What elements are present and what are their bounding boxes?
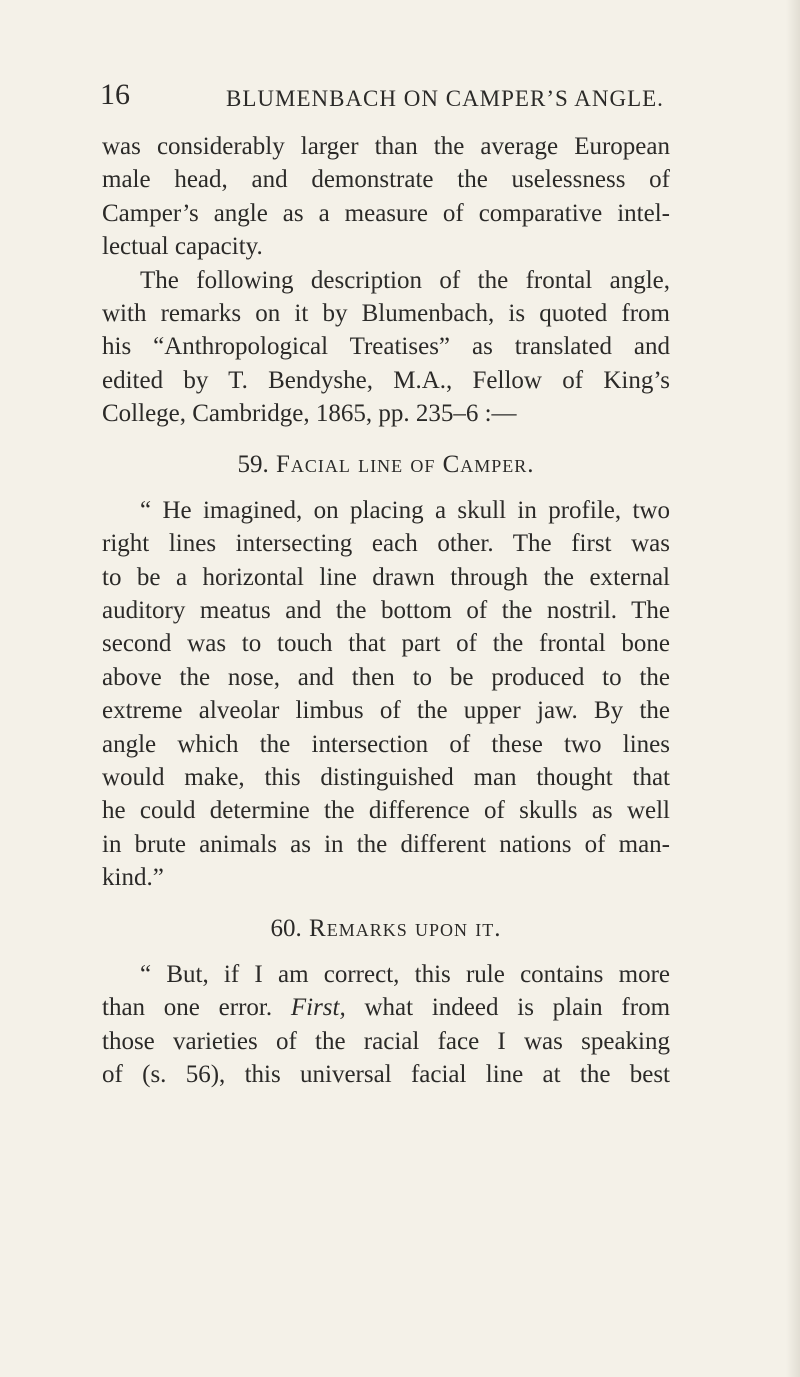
text-line: The following description of the frontal angle, <box>140 266 670 294</box>
text-line: male head, and demonstrate the uselessness of <box>102 166 670 194</box>
paragraph-camper-description <box>102 494 670 895</box>
text-line: in brute animals as in the different nations of man- <box>102 830 670 858</box>
italic-word: First, <box>290 994 346 1022</box>
paragraph-continuation <box>102 130 670 264</box>
text-line: his “Anthropological Treatises” as translated and <box>102 333 670 361</box>
text-line: right lines intersecting each other. The first was <box>102 530 670 558</box>
running-title: BLUMENBACH ON CAMPER’S ANGLE. <box>226 86 664 111</box>
text-line: second was to touch that part of the frontal bone <box>102 630 670 658</box>
text-line: would make, this distinguished man thought that <box>102 764 670 792</box>
text-line: of (s. 56), this universal facial line at the best <box>102 1061 670 1089</box>
text-line: College, Cambridge, 1865, pp. 235–6 :— <box>102 400 517 428</box>
text-line: with remarks on it by Blumenbach, is quoted from <box>102 299 670 327</box>
text-line: kind.” <box>102 864 164 892</box>
page-number: 16 <box>100 78 130 111</box>
text-line: lectual capacity. <box>102 233 263 261</box>
running-head <box>100 78 664 118</box>
section-heading-59 <box>102 448 670 481</box>
text-line-with-italic <box>102 991 670 1024</box>
section-title: Facial line of Camper. <box>275 450 535 478</box>
text-line: “ He imagined, on placing a skull in profile, two <box>140 496 670 524</box>
text-line: Camper’s angle as a measure of comparative intel- <box>102 199 670 227</box>
section-title: Remarks upon it. <box>309 914 502 942</box>
text-line: extreme alveolar limbus of the upper jaw. By the <box>102 697 670 725</box>
text-segment: than one error. <box>102 994 273 1022</box>
text-line: above the nose, and then to be produced to the <box>102 663 670 691</box>
text-line: those varieties of the racial face I was speaking <box>102 1027 670 1055</box>
paragraph-quotation-intro <box>102 264 670 431</box>
text-line: was considerably larger than the average European <box>102 133 670 160</box>
text-line: auditory meatus and the bottom of the nostril. The <box>102 597 670 625</box>
section-number: 60. <box>270 914 302 942</box>
section-heading-60 <box>102 912 670 945</box>
body-text <box>102 130 670 1092</box>
section-number: 59. <box>237 450 269 478</box>
page-edge-shadow <box>786 0 800 1377</box>
text-line: angle which the intersection of these two lines <box>102 730 670 758</box>
text-line: “ But, if I am correct, this rule contains more <box>140 960 670 988</box>
text-line: edited by T. Bendyshe, M.A., Fellow of King’s <box>102 366 670 394</box>
text-line: he could determine the difference of skulls as well <box>102 797 670 825</box>
text-segment: what indeed is plain from <box>364 994 671 1022</box>
text-line: to be a horizontal line drawn through the external <box>102 563 670 591</box>
paragraph-remarks <box>102 958 670 1092</box>
